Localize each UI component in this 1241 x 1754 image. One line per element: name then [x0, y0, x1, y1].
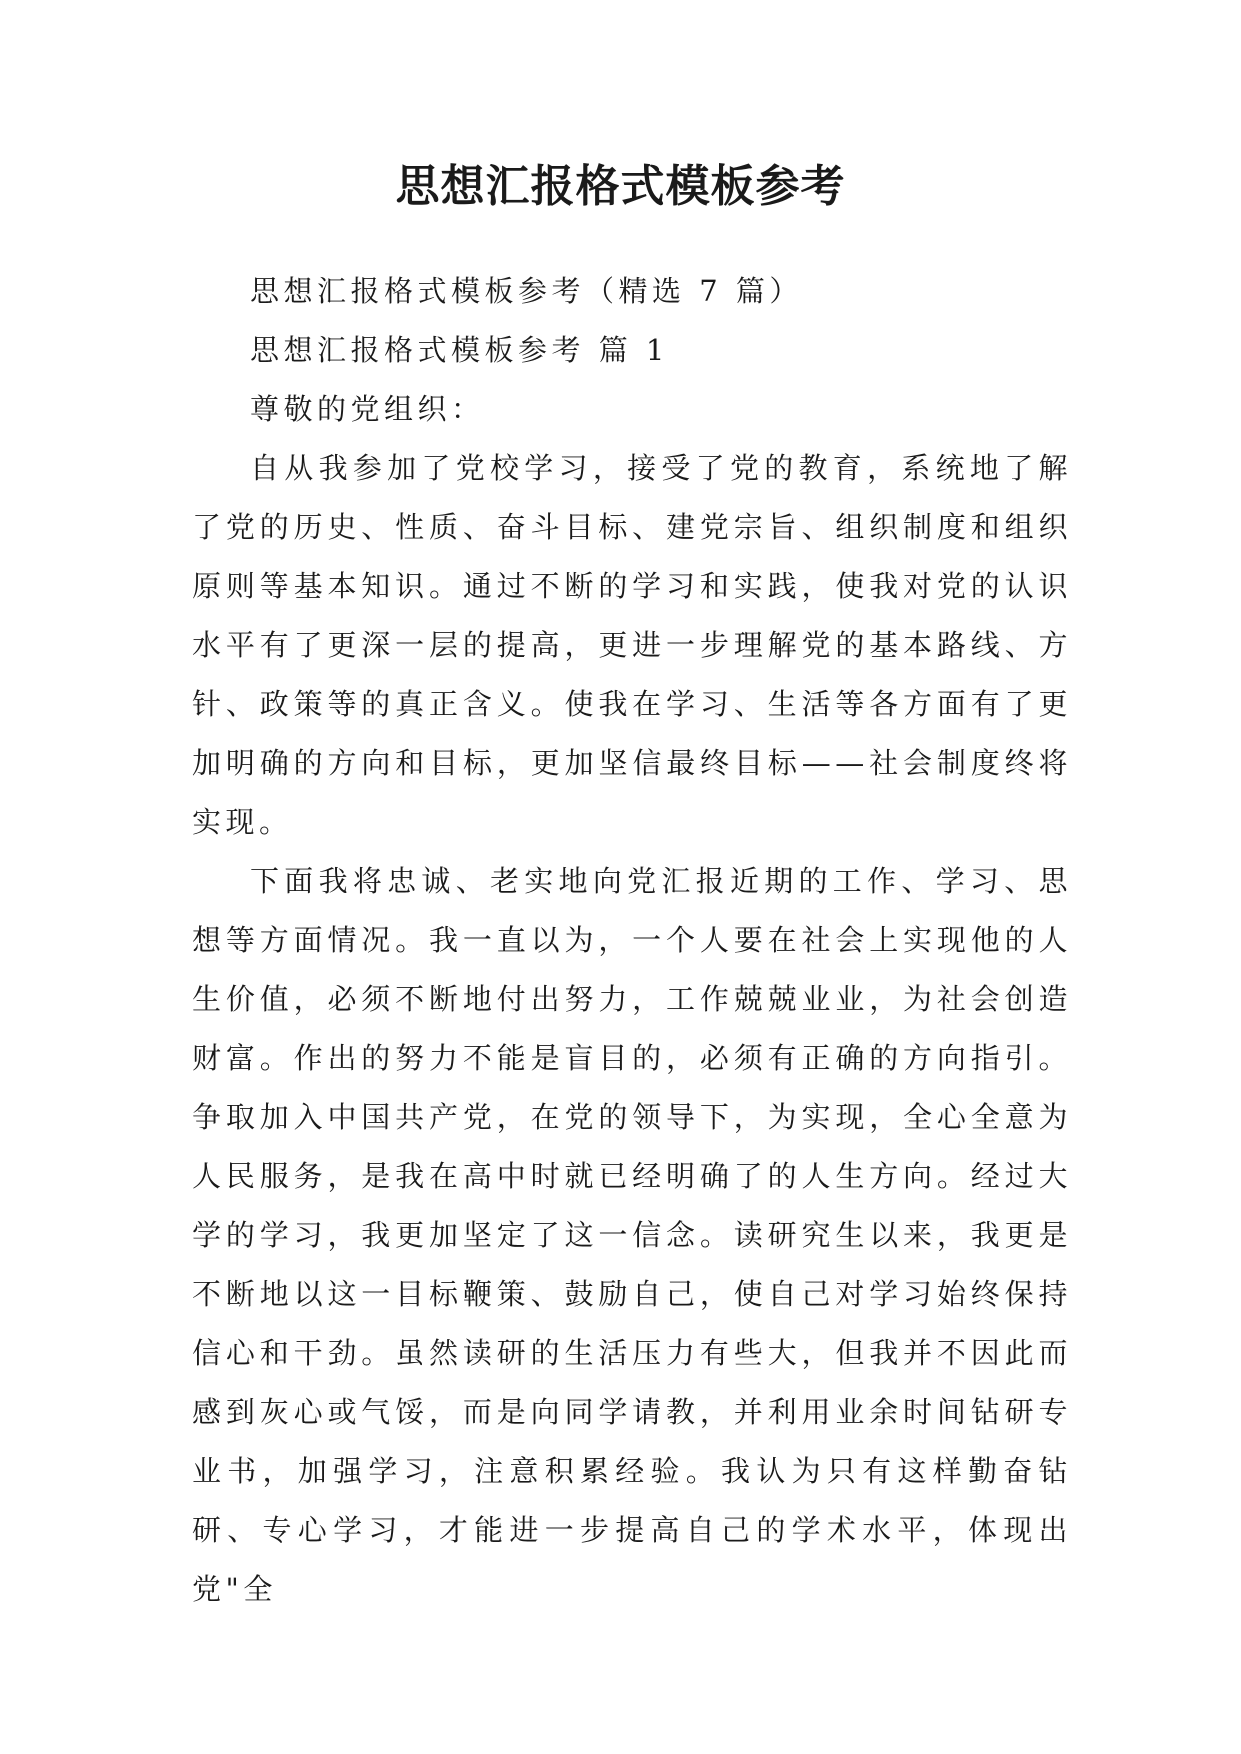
- paragraph-salutation: 尊敬的党组织：: [250, 392, 485, 426]
- paragraph-subtitle: 思想汇报格式模板参考（精选 7 篇）: [250, 274, 803, 308]
- paragraph-body-1: 自从我参加了党校学习，接受了党的教育，系统地了解了党的历史、性质、奋斗目标、建党宗旨、组织制度和组织原则等基本知识。通过不断的学习和实践，使我对党的认识水平有了更深一层的提高，更进一步理解党的基本路线、方针、政策等的真正含义。使我在学习、生活等各方面有了更加明确的方向和目标，更加坚信最终目标——社会制度终将实现。: [192, 451, 1072, 839]
- page-title: 思想汇报格式模板参考: [395, 161, 846, 212]
- document-body: [192, 262, 1072, 1619]
- paragraph-section-heading: 思想汇报格式模板参考 篇 1: [250, 333, 669, 367]
- paragraph-body-2: 下面我将忠诚、老实地向党汇报近期的工作、学习、思想等方面情况。我一直以为，一个人要在社会上实现他的人生价值，必须不断地付出努力，工作兢兢业业，为社会创造财富。作出的努力不能是盲目的，必须有正确的方向指引。争取加入中国共产党，在党的领导下，为实现，全心全意为人民服务，是我在高中时就已经明确了的人生方向。经过大学的学习，我更加坚定了这一信念。读研究生以来，我更是不断地以这一目标鞭策、鼓励自己，使自己对学习始终保持信心和干劲。虽然读研的生活压力有些大，但我并不因此而感到灰心或气馁，而是向同学请教，并利用业余时间钻研专业书，加强学习，注意积累经验。我认为只有这样勤奋钻研、专心学习，才能进一步提高自己的学术水平，体现出党"全: [192, 864, 1072, 1606]
